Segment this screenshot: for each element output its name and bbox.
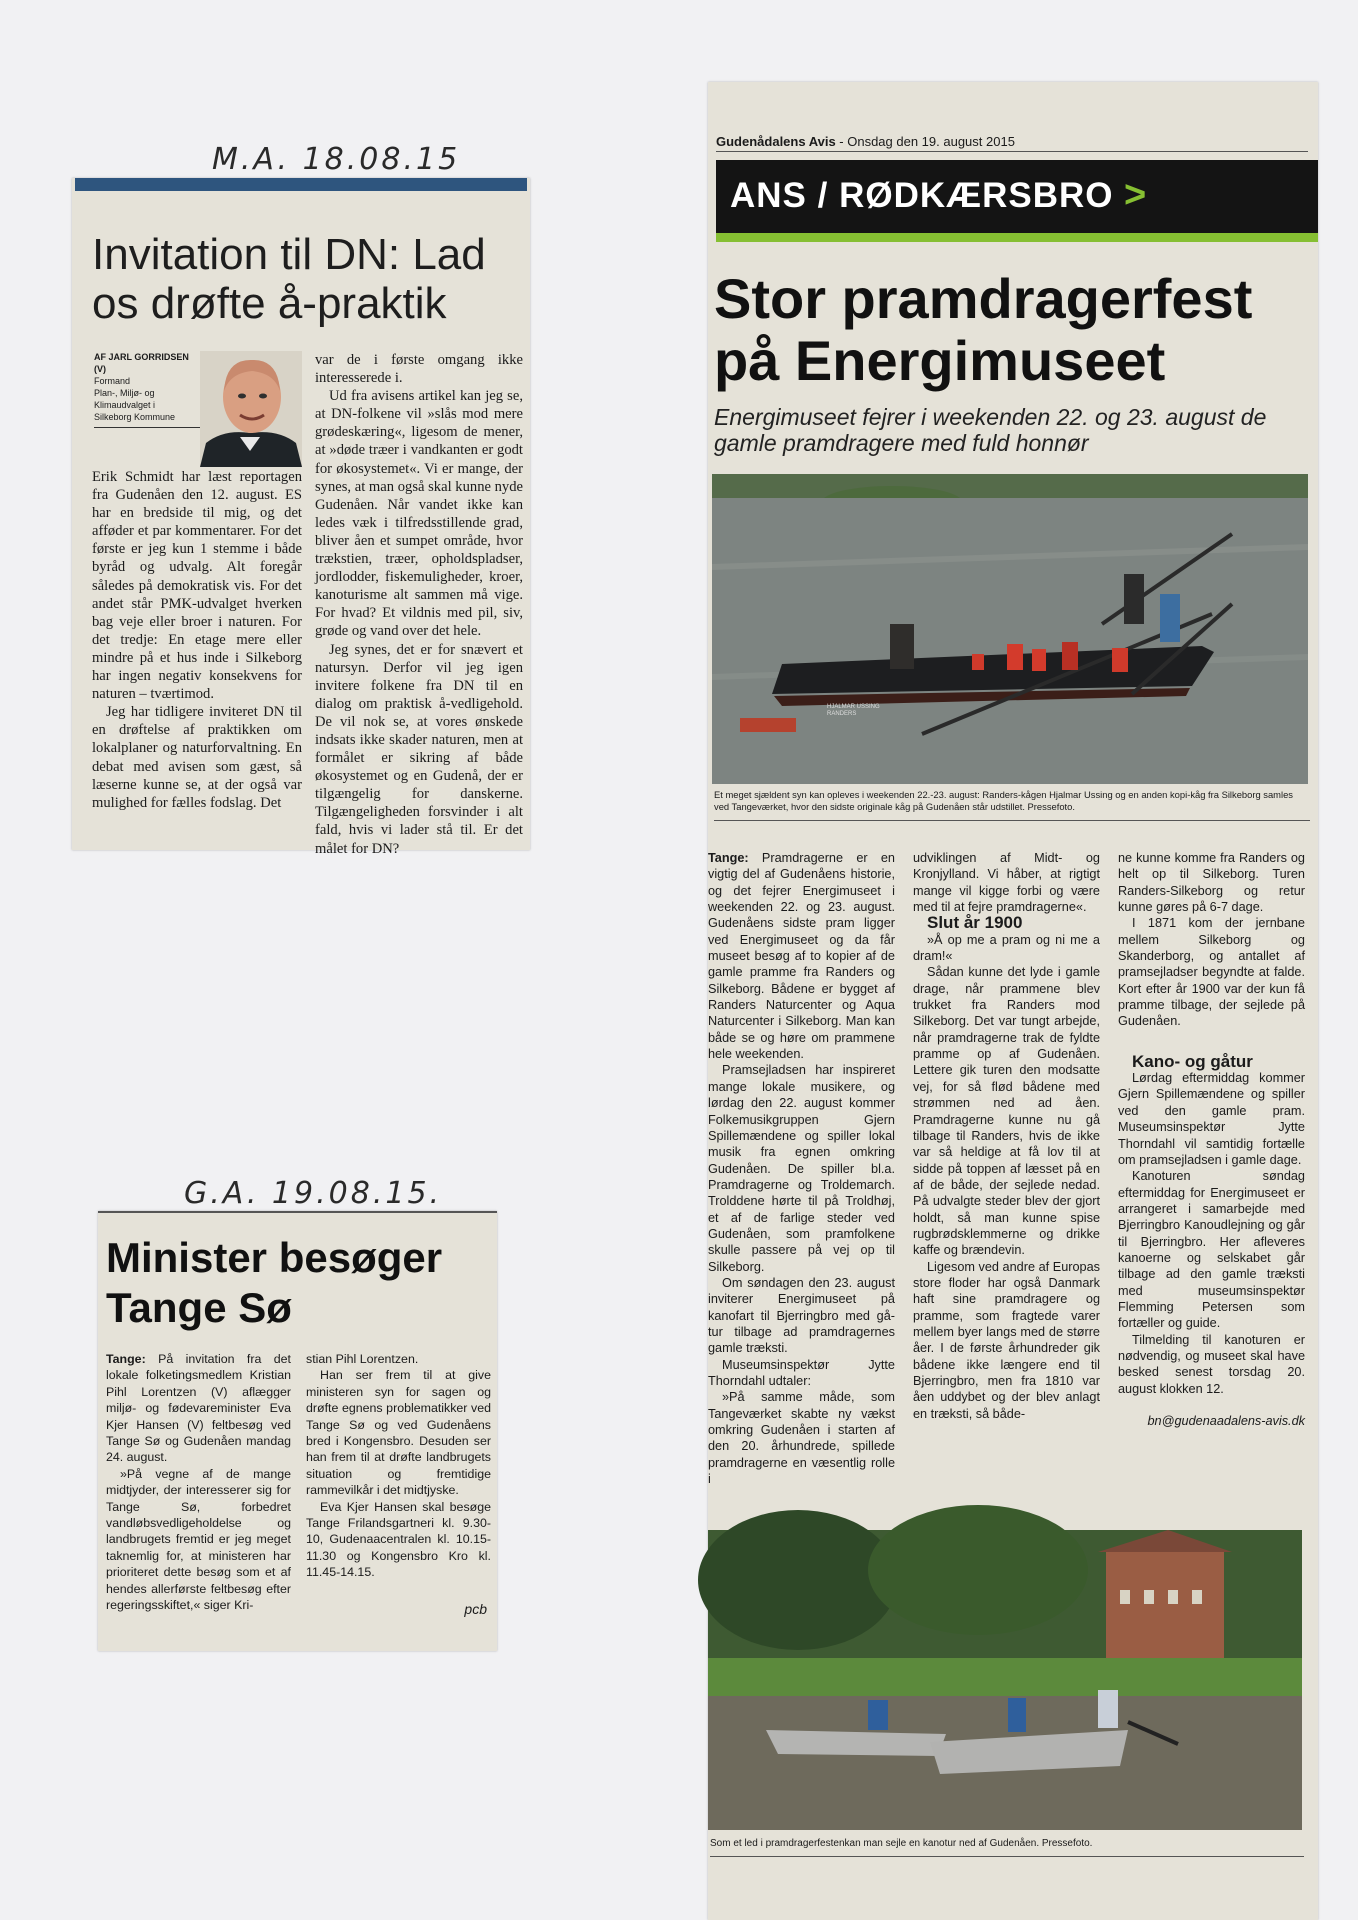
photo-caption: Et meget sjældent syn kan opleves i weekenden 22.-23. august: Randers-kågen Hjalmar Ussing og en anden kopi-kåg fra Silkeborg samles ved Tangeværket, hvor den sidste originale kåg på Gudenåen står udstillet. Pressefoto. [714, 789, 1293, 812]
paragraph: »På samme måde, som Tangeværket skabte ny vækst omkring Gudenåen i starten af den 20. århundrede, spillede pramdragerne en væsentlig rolle i [708, 1390, 895, 1487]
paragraph: Kanoturen søndag eftermiddag for Energimuseet er arrangeret i samarbejde med Bjerringbro Kanoudlejning og går til Bjerringbro. Her afleveres kanoerne og selskabet går tilbage ad den gamle træksti med museumsinspektør Flemming Petersen som fortæller og guide. [1118, 1169, 1305, 1331]
column-1 [92, 456, 302, 846]
byline-title: Formand [94, 376, 131, 386]
byline-title: Silkeborg Kommune [94, 411, 204, 428]
section-title: ANS / RØDKÆRSBRO [730, 176, 1114, 215]
chevron-right-icon: > [1124, 174, 1147, 216]
intro-paragraph: Erik Schmidt har læst reportagen fra Gudenåen den 12. august. ES har en bredside til mig, og det afføder et par kommentarer. For det første er jeg kun 1 stemme i både byråd og udvalg. Alt foregår således på demokratisk vis. For det andet står PMK-udvalget hverken bag veje eller broer i naturen. For det tredje: En etage mere eller mindre på et hus inde i Silkeborg har ingen negativ konsekvens for naturen – tværtimod. [92, 469, 302, 703]
author-email: bn@gudenaadalens-avis.dk [1147, 1414, 1305, 1428]
paragraph: ne kunne komme fra Randers og helt op til Silkeborg. Turen Randers-Silkeborg og retur kunne gøres på 6-7 dage. [1118, 851, 1305, 915]
caption-rule [714, 820, 1310, 821]
top-rule [98, 1211, 497, 1213]
paragraph: Lørdag eftermiddag kommer Gjern Spillemændene og spiller ved den gamle pram. Museumsinspektør Jytte Thorndahl vil samtidig fortælle om pramsejladsen i gamle dage. [1118, 1071, 1305, 1167]
subheading: Slut år 1900 [927, 913, 1023, 933]
byline-title: Plan-, Miljø- og [94, 388, 155, 398]
paragraph: Tilmelding til kanoturen er nødvendig, og museet skal have besked senest torsdag 20. august klokken 12. [1118, 1332, 1305, 1396]
subhead: Energimuseet fejrer i weekenden 22. og 23. august de gamle pramdragere med fuld honnør [714, 404, 1267, 456]
dateline: Tange: [106, 1352, 146, 1366]
paragraph: Jeg har tidligere inviteret DN til en drøftelse af praktikken om lokalplaner og naturforvaltning. En debat med avisen som gæst, så læserne kunne se, at der også var mulighed for fælles fodslag. Det [92, 704, 302, 811]
photo-caption: Som et led i pramdragerfestenkan man sejle en kanotur ned af Gudenåen. Pressefoto. [710, 1838, 1093, 1849]
paragraph: Om søndagen den 23. august inviterer Energimuseet på kanofart til Bjerringbro med gå-tur tilbage ad pramdragernes gamle træksti. [708, 1275, 895, 1356]
headline: Minister besøger Tange Sø [106, 1234, 443, 1331]
paragraph: Eva Kjer Hansen skal besøge Tange Frilandsgartneri kl. 9.30-10, Gudenaacentralen kl. 10.15-11.30 og Kongensbro Kro kl. 11.45-14.15. [306, 1499, 491, 1580]
paragraph: Jeg synes, det er for snævert et natursyn. Derfor vil jeg igen invitere folkene fra DN til en dialog om praktisk å-vedligehold. De vil nok se, at vores ønskede indsats ikke skader naturen, men at formålet er sikring af både økosystemet og en Gudenå, der er tilgængelig for danskerne. Tilgængeligheden forsvinder i alt fald, hvis vi lader stå til. Er det målet for DN? [315, 641, 523, 857]
paragraph: Ligesom ved andre af Europas store floder har også Danmark haft sine pramdragere og pramme, som fragtede varer mellem byer langs med de større åer. I de første århundreder gik bådene ikke længere end til Bjerringbro, men fra 1810 var åen uddybet og der blev anlagt en træksti, så både- [913, 1259, 1100, 1421]
clipping-pramdragerfest [708, 82, 1318, 1920]
author-photo [200, 351, 302, 467]
byline-party: (V) [94, 364, 106, 374]
column-2 [913, 850, 1100, 1606]
paragraph: I 1871 kom der jernbane mellem Silkeborg og Skanderborg, og antallet af pramsejladser begyndte at falde. Kort efter år 1900 var der kun få pramme tilbage, der sejlede på Gudenåen. [1118, 916, 1305, 1029]
column-2 [306, 1351, 491, 1619]
clipping-minister [98, 1211, 497, 1651]
boat-name: HJALMAR USSING RANDERS [827, 704, 880, 717]
paragraph: var de i første omgang ikke interesserede i. [315, 352, 523, 387]
subheading: Kano- og gåtur [1132, 1051, 1253, 1071]
byline [94, 351, 204, 428]
section-bar [716, 160, 1318, 242]
lead-text: Pramdragerne er en vigtig del af Gudenåens historie, og det fejrer Energimuseet i weekenden 22. og 23. august. Gudenåens sidste pram ligger ved Energimuseet og da får museet besøg af to kopier af de gamle pramme fra Randers og Silkeborg. Bådene er bygget af Randers Naturcenter og Aqua Naturcenter i Silkeborg. Man kan både se og høre om prammene hele weekenden. [708, 851, 895, 1062]
photo-canoes [708, 1530, 1302, 1830]
column-3 [1118, 850, 1305, 1606]
paragraph [106, 1351, 291, 1466]
clipping-invitation [72, 178, 530, 857]
paragraph: stian Pihl Lorentzen. [306, 1352, 419, 1366]
dateline: Tange: [708, 851, 749, 865]
photo-pram [712, 474, 1308, 784]
byline-author: AF JARL GORRIDSEN [94, 352, 189, 362]
byline-title: Klimaudvalget i [94, 400, 156, 410]
paragraph: Sådan kunne det lyde i gamle drage, når prammene blev trukket fra Randers mod Silkeborg. Det var tungt arbejde, når pramdragerne trak de fyldte pramme op af Gudenåen. Lettere gik turen den modsatte vej, for så flød bådene med strømmen ned ad åen. Pramdragerne kunne nu gå tilbage til Randers, hvis de ikke var så heldige at få lov til at sidde på toppen af læsset på en af de både, der sejlede nedad. På udvalgte steder blev der gjort holdt, så man kunne spise rugbrødsklemmerne og drikke kaffe og brændevin. [913, 965, 1100, 1258]
newspaper-name: Gudenådalens Avis [716, 134, 836, 149]
masthead [716, 134, 1308, 152]
headline: Invitation til DN: Lad os drøfte å-praktik [92, 230, 486, 328]
paragraph: Ud fra avisens artikel kan jeg se, at DN-folkene vil »slås mod mere grødeskæring«, ligesom de mener, at »døde træer i vandkanten er godt for økosystemet«. Vi er mange, der synes, at man også skal kunne nyde Gudenåen. Når vandet ikke kan ledes væk i tilfredsstillende grad, bliver åen et sumpet område, hvor trækstien, træer, opholdspladser, jordlodder, fiskemuligheder, kroer, kanoturisme alt sammen må vige. For hvad? Et vildnis med pil, siv, grøde og vand over det hele. [315, 388, 523, 640]
top-rule [75, 178, 527, 191]
column-1 [106, 1351, 291, 1651]
handwritten-date: G.A. 19.08.15. [184, 1176, 443, 1211]
handwritten-date: M.A. 18.08.15 [212, 142, 461, 177]
paragraph: udviklingen af Midt- og Kronjylland. Vi håber, at rigtigt mange vil kigge forbi og være med til at fejre pramdragerne«. [913, 851, 1100, 915]
paragraph: »På vegne af de mange midtjyder, der interesserer sig for Tange Sø, forbedret vandløbsvedligeholdelse og landbrugets fremtid er jeg meget taknemlig for, at ministeren har prioriteret dette besøg som et af hendes allerførste feltbesøg efter regeringsskiftet,« siger Kri- [106, 1466, 291, 1613]
column-2 [315, 351, 523, 857]
headline: Stor pramdragerfest på Energimuseet [714, 267, 1253, 392]
issue-date: - Onsdag den 19. august 2015 [835, 134, 1015, 149]
lead-text: På invitation fra det lokale folketingsmedlem Kristian Pihl Lorentzen (V) aflægger miljø- og fødevareminister Eva Kjer Hansen (V) feltbesøg ved Tange Sø og Gudenåen mandag 24. august. [106, 1352, 291, 1465]
paragraph: Pramsejladsen har inspireret mange lokale musikere, og lørdag den 22. august kommer Folkemusikgruppen Gjern Spillemændene og spiller lokal musik fra egnen omkring Gudenåen. De spiller bl.a. Pramdragerne og Troldemarch. Trolddene hørte til på Troldhøj, et af de farlige steder ved Gudenåen, som pramfolkene skulle passere på vej op til Silkeborg. [708, 1063, 895, 1274]
caption-rule [710, 1856, 1304, 1857]
paragraph: Museumsinspektør Jytte Thorndahl udtaler: [708, 1357, 895, 1388]
paragraph [708, 850, 895, 1062]
signature: pcb [464, 1601, 487, 1617]
column-1 [708, 850, 895, 1606]
paragraph: Han ser frem til at give ministeren syn for sagen og drøfte egnens problematikker ved Tange Sø og ved Gudenåens bred i Kongensbro. Desuden ser han frem til at drøfte landbrugets situation og fremtidige rammevilkår i det midtjyske. [306, 1368, 491, 1498]
paragraph: »Å op me a pram og ni me a dram!« [913, 932, 1100, 964]
